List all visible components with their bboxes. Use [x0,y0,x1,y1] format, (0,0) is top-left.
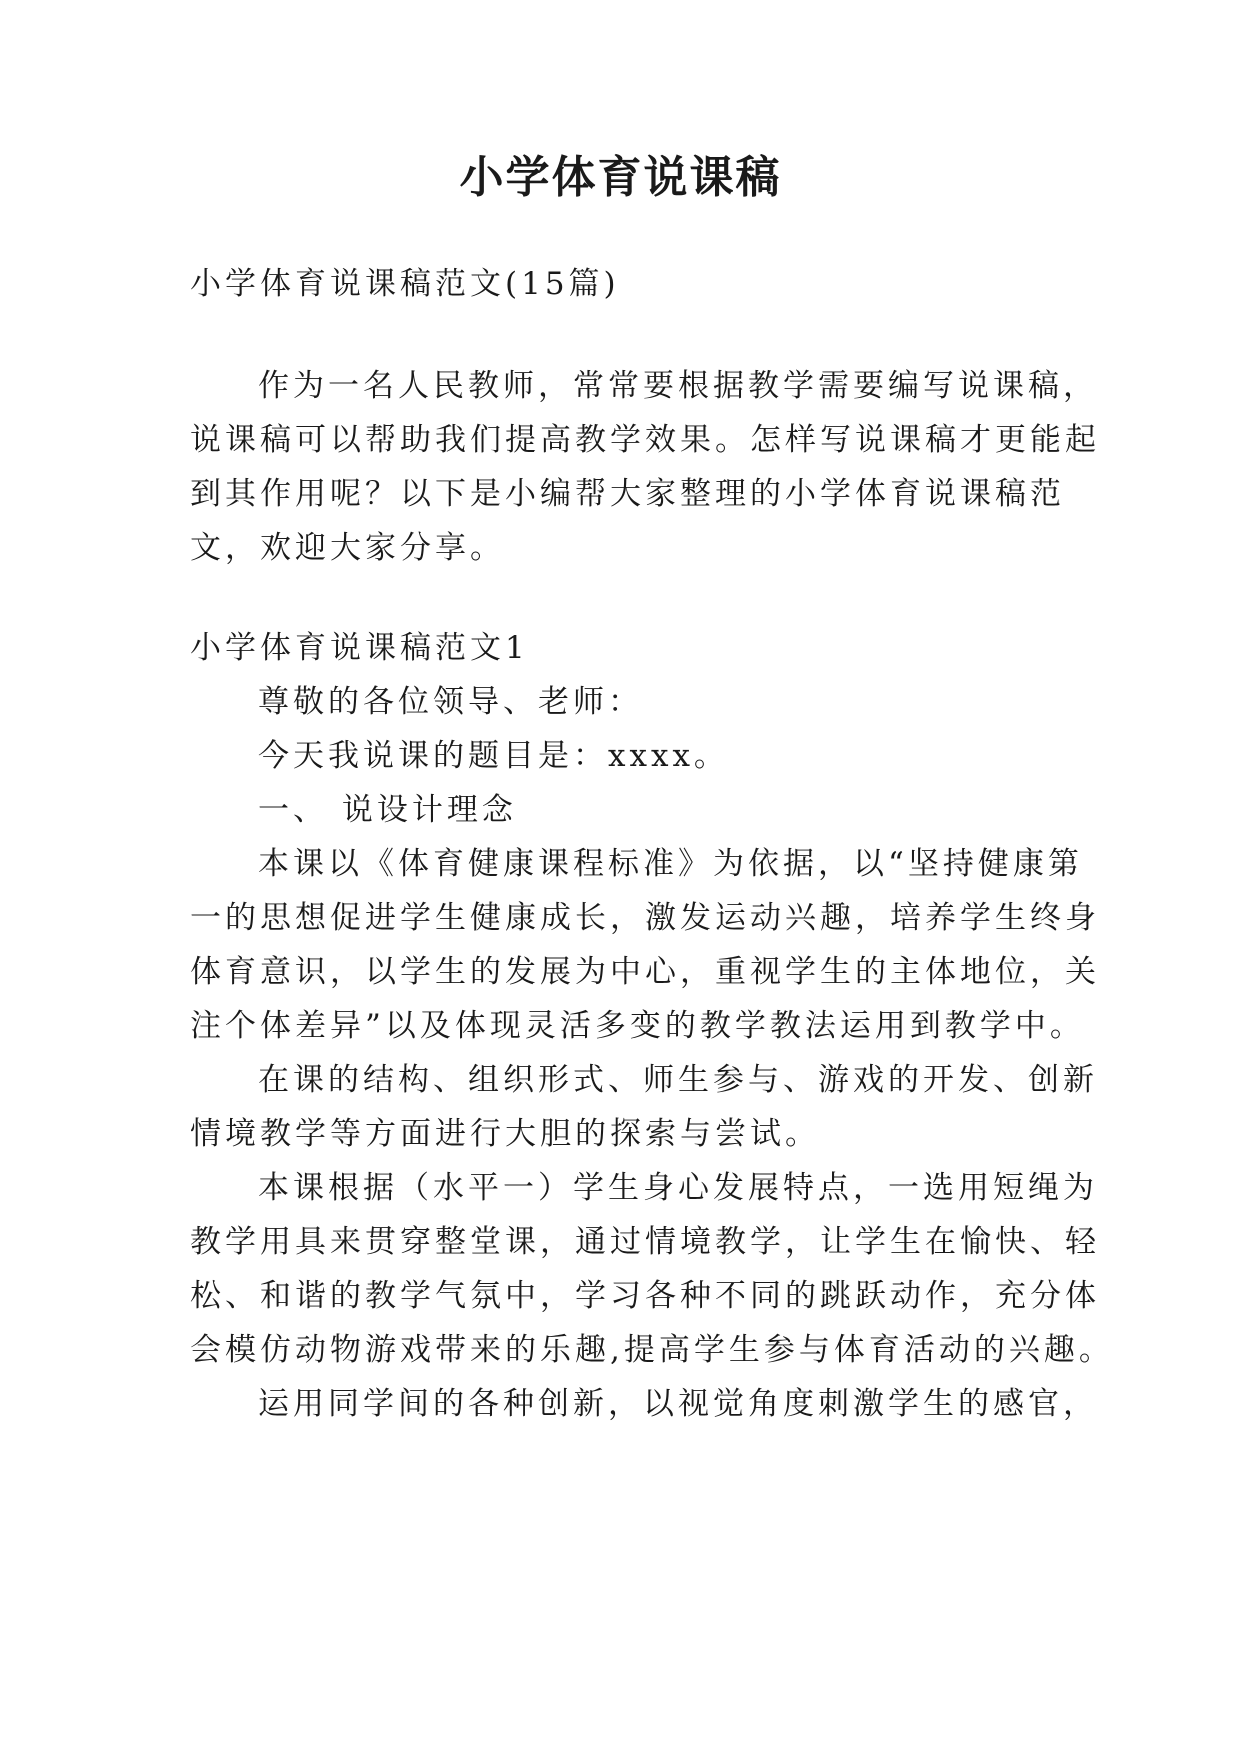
greeting: 尊敬的各位领导、老师： [258,684,643,720]
document-title: 小学体育说课稿 [459,152,782,203]
document-subtitle: 小学体育说课稿范文(15篇) [190,266,620,302]
point-heading: 一、 说设计理念 [258,792,517,828]
paragraph-line: 会模仿动物游戏带来的乐趣,提高学生参与体育活动的兴趣。 [190,1332,1114,1368]
intro-line: 文，欢迎大家分享。 [190,530,505,566]
topic-line: 今天我说课的题目是：xxxx。 [258,738,729,774]
paragraph-line: 松、和谐的教学气氛中，学习各种不同的跳跃动作，充分体 [190,1278,1100,1314]
paragraph-line: 体育意识，以学生的发展为中心，重视学生的主体地位，关 [190,954,1100,990]
paragraph-line: 运用同学间的各种创新，以视觉角度刺激学生的感官， [258,1386,1098,1422]
paragraph-line: 在课的结构、组织形式、师生参与、游戏的开发、创新 [258,1062,1098,1098]
intro-line: 作为一名人民教师，常常要根据教学需要编写说课稿， [258,368,1098,404]
paragraph-line: 一的思想促进学生健康成长，激发运动兴趣，培养学生终身 [190,900,1100,936]
paragraph-line: 注个体差异”以及体现灵活多变的教学教法运用到教学中。 [190,1008,1085,1044]
paragraph-line: 情境教学等方面进行大胆的探索与尝试。 [190,1116,820,1152]
intro-line: 说课稿可以帮助我们提高教学效果。怎样写说课稿才更能起 [190,422,1100,458]
paragraph-line: 本课以《体育健康课程标准》为依据，以“坚持健康第 [258,846,1083,882]
paragraph-line: 本课根据（水平一）学生身心发展特点，一选用短绳为 [258,1170,1098,1206]
section-heading: 小学体育说课稿范文1 [190,630,529,666]
paragraph-line: 教学用具来贯穿整堂课，通过情境教学，让学生在愉快、轻 [190,1224,1100,1260]
intro-line: 到其作用呢？以下是小编帮大家整理的小学体育说课稿范 [190,476,1065,512]
